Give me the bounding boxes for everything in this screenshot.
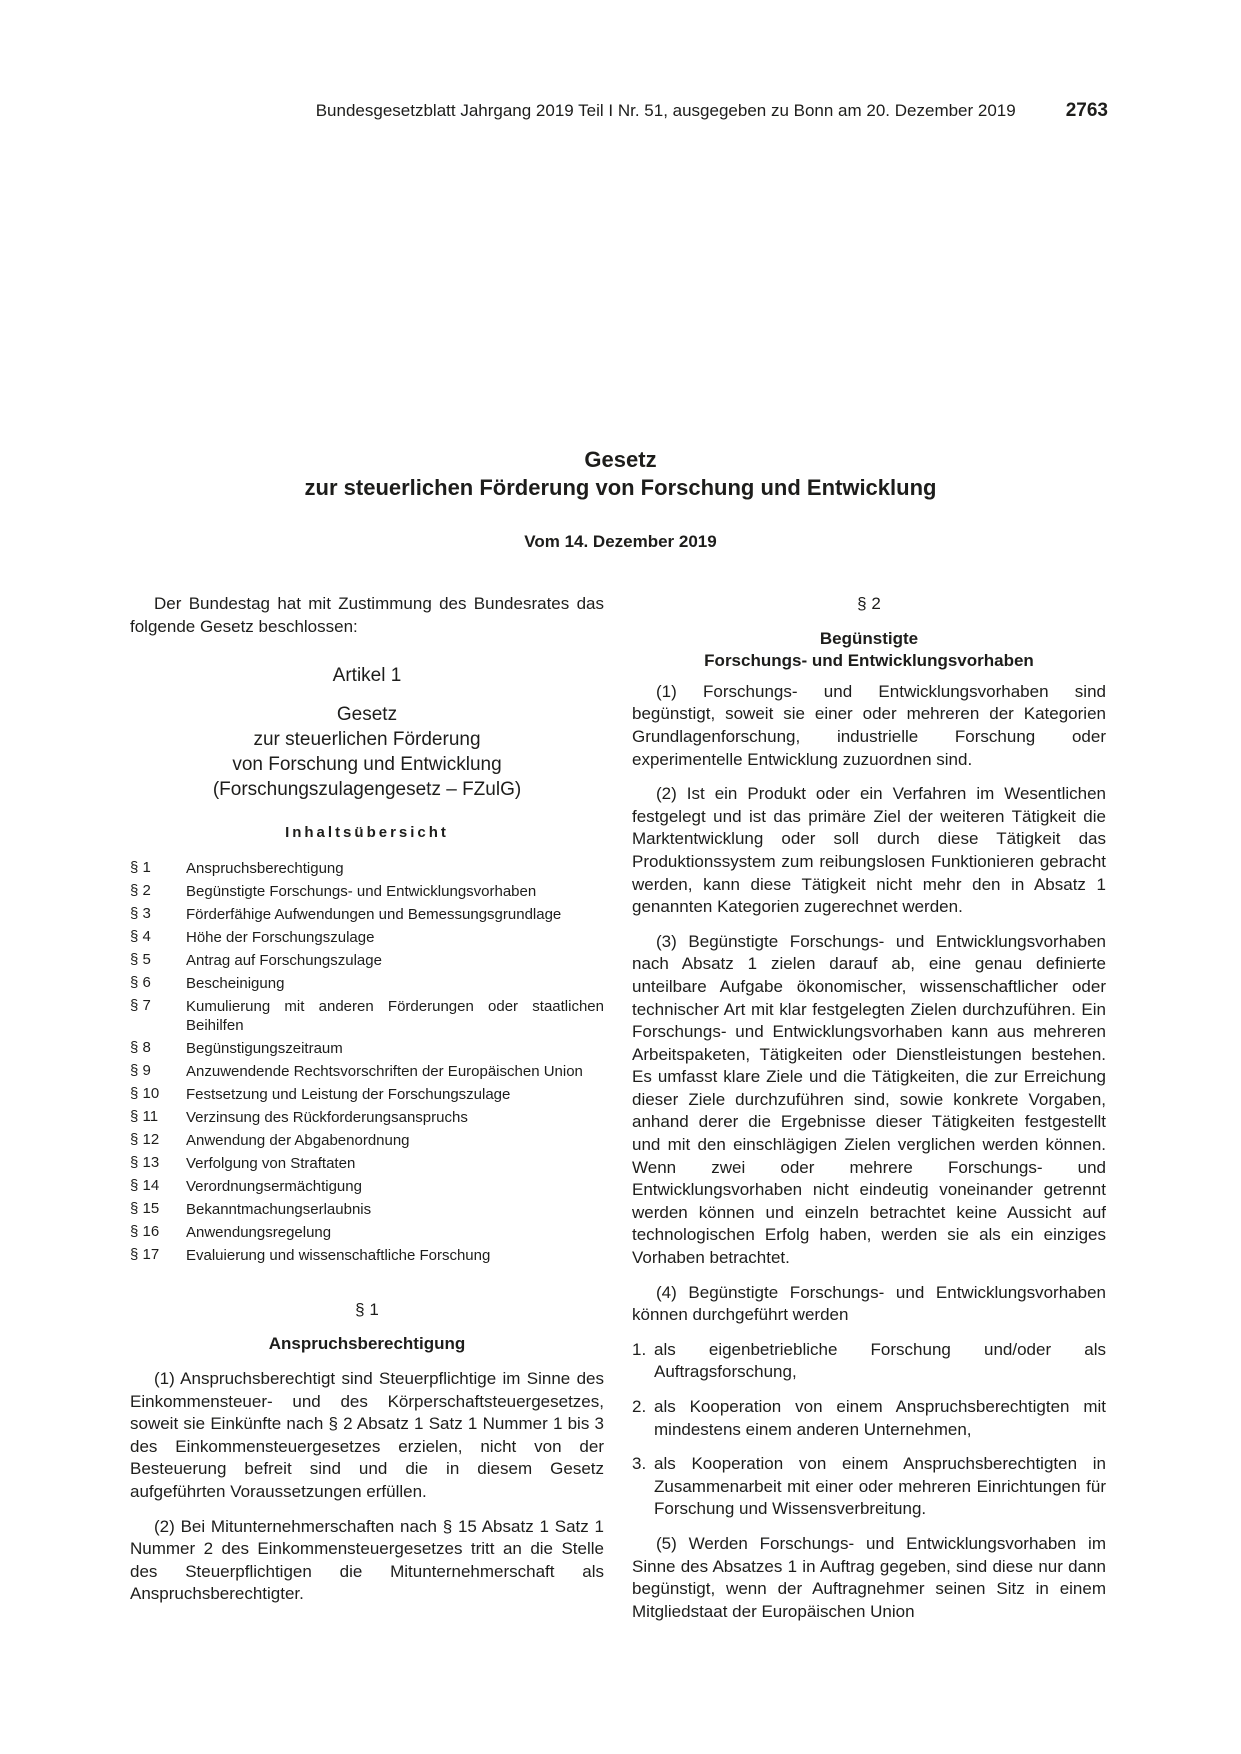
page-header xyxy=(0,100,1108,122)
gazette-header-text: Bundesgesetzblatt Jahrgang 2019 Teil I Nr. 51, ausgegeben zu Bonn am 20. Dezember 2019 xyxy=(315,101,1016,120)
toc-item-label: Höhe der Forschungszulage xyxy=(186,928,375,946)
toc-item-number: § 16 xyxy=(130,1222,160,1240)
toc-item-label: Evaluierung und wissenschaftliche Forschung xyxy=(186,1246,491,1264)
artikel-title xyxy=(130,702,604,802)
toc-item-number: § 5 xyxy=(130,950,151,968)
toc-item-number: § 11 xyxy=(130,1107,159,1125)
toc-item-number: § 13 xyxy=(130,1153,160,1171)
list-item-text: als Kooperation von einem Anspruchsberechtigten in Zusammenarbeit mit einer oder mehreren Einrichtungen für Forschung und Wissensverbreitung. xyxy=(654,1454,1106,1519)
toc-item-number: § 17 xyxy=(130,1245,160,1263)
toc-item-label: Begünstigte Forschungs- und Entwicklungsvorhaben xyxy=(186,882,537,900)
section-2-paragraph-5: (5) Werden Forschungs- und Entwicklungsvorhaben im Sinne des Absatzes 1 in Auftrag gegeben, sind diese nur dann begünstigt, wenn der Auftragnehmer seinen Sitz in einem Mitgliedstaat der Europäischen Union xyxy=(632,1533,1106,1621)
toc-item-label: Verordnungsermächtigung xyxy=(186,1177,362,1195)
section-2-paragraph-4: (4) Begünstigte Forschungs- und Entwicklungsvorhaben können durchgeführt werden xyxy=(632,1282,1106,1325)
toc-item xyxy=(130,903,604,926)
list-item-number: 3. xyxy=(632,1454,647,1474)
toc-item-number: § 12 xyxy=(130,1130,160,1148)
toc-heading: Inhaltsübersicht xyxy=(285,824,449,842)
toc-item-number: § 6 xyxy=(130,973,151,991)
list-item-text: als Kooperation von einem Anspruchsberechtigten mit mindestens einem anderen Unternehmen, xyxy=(654,1397,1106,1439)
toc-item xyxy=(130,1106,604,1129)
right-column xyxy=(632,593,1106,1623)
section-1-paragraph-1: (1) Anspruchsberechtigt sind Steuerpflichtige im Sinne des Einkommensteuer- und des Körperschaftsteuergesetzes, soweit sie Einkünfte nach § 2 Absatz 1 Satz 1 Nummer 1 bis 3 des Einkommensteuergesetzes erzielen, nicht von der Besteuerung befreit sind und die in diesem Gesetz aufgeführten Voraussetzungen erfüllen. xyxy=(130,1368,604,1501)
list-item xyxy=(632,1339,1106,1384)
section-2-number: § 2 xyxy=(857,594,881,613)
list-item-number: 1. xyxy=(632,1339,647,1359)
section-2-paragraph-1: (1) Forschungs- und Entwicklungsvorhaben sind begünstigt, soweit sie einer oder mehreren der Kategorien Grundlagenforschung, industrielle Forschung oder experimentelle Entwicklung zuzuordnen sind. xyxy=(632,681,1106,769)
law-title-block xyxy=(0,446,1241,552)
toc-item-label: Anwendungsregelung xyxy=(186,1223,332,1241)
toc-item-number: § 1 xyxy=(130,858,151,876)
toc-item-label: Antrag auf Forschungszulage xyxy=(186,951,382,969)
toc-item xyxy=(130,1244,604,1267)
list-item xyxy=(632,1396,1106,1441)
toc-item xyxy=(130,949,604,972)
law-date: Vom 14. Dezember 2019 xyxy=(524,532,717,551)
list-item xyxy=(632,1453,1106,1521)
intro-text: Der Bundestag hat mit Zustimmung des Bundesrates das folgende Gesetz beschlossen: xyxy=(130,594,604,636)
toc-item xyxy=(130,880,604,903)
toc-item-label: Verzinsung des Rückforderungsanspruchs xyxy=(186,1108,468,1126)
toc-item xyxy=(130,995,604,1037)
toc-item xyxy=(130,972,604,995)
toc-item-label: Bekanntmachungserlaubnis xyxy=(186,1200,372,1218)
toc-item-number: § 15 xyxy=(130,1199,160,1217)
list-item-number: 2. xyxy=(632,1397,647,1416)
toc-item xyxy=(130,1060,604,1083)
toc-item-number: § 3 xyxy=(130,904,151,922)
toc-item xyxy=(130,926,604,949)
artikel-title-line: zur steuerlichen Förderung xyxy=(253,729,481,751)
toc-item-label: Bescheinigung xyxy=(186,974,285,992)
toc-item-number: § 14 xyxy=(130,1176,160,1194)
law-title-line1: Gesetz xyxy=(584,447,657,472)
section-2-paragraph-3: (3) Begünstigte Forschungs- und Entwicklungsvorhaben nach Absatz 1 zielen darauf ab, eine genau definierte unteilbare Aufgabe ökonomischer, wissenschaftlicher oder technischer Art mit klar festgelegten Zielen durchzuführen. Ein Forschungs- und Entwicklungsvorhaben kann aus mehreren Arbeitspaketen, Tätigkeiten oder Dienstleistungen bestehen. Es umfasst klare Ziele und die Tätigkeiten, die zur Erreichung dieser Ziele durchzuführen sind, sowie konkrete Vorgaben, anhand derer die Ergebnisse dieser Tätigkeiten festgestellt und mit den einschlägigen Zielen verglichen werden können. Wenn zwei oder mehrere Forschungs- und Entwicklungsvorhaben nicht eindeutig voneinander getrennt werden können und einzeln betrachtet keine Aussicht auf technologischen Erfolg haben, werden sie als ein einziges Vorhaben betrachtet. xyxy=(632,931,1106,1268)
toc-item-label: Verfolgung von Straftaten xyxy=(186,1154,356,1172)
section-1-title: Anspruchsberechtigung xyxy=(268,1334,466,1354)
toc-item-label: Förderfähige Aufwendungen und Bemessungsgrundlage xyxy=(186,905,562,923)
artikel-title-line: Gesetz xyxy=(336,704,398,726)
toc-item-label: Begünstigungszeitraum xyxy=(186,1039,343,1057)
artikel-label: Artikel 1 xyxy=(332,665,402,687)
law-title-line2: zur steuerlichen Förderung von Forschung und Entwicklung xyxy=(304,475,937,500)
left-column xyxy=(130,593,604,1606)
artikel-title-line: von Forschung und Entwicklung xyxy=(232,754,502,776)
toc-item-number: § 9 xyxy=(130,1061,151,1079)
toc-item xyxy=(130,1152,604,1175)
toc-item xyxy=(130,1129,604,1152)
toc-item xyxy=(130,1175,604,1198)
section-2-title-line2: Forschungs- und Entwicklungsvorhaben xyxy=(704,651,1034,671)
toc-item-number: § 4 xyxy=(130,927,151,945)
toc-item-number: § 7 xyxy=(130,996,151,1014)
toc-item xyxy=(130,857,604,880)
page-number: 2763 xyxy=(1065,100,1108,121)
toc-item-number: § 8 xyxy=(130,1038,151,1056)
section-1-number: § 1 xyxy=(355,1299,379,1319)
section-2-title-line1: Begünstigte xyxy=(819,628,919,648)
table-of-contents xyxy=(130,857,604,1267)
toc-item xyxy=(130,1083,604,1106)
list-item-text: als eigenbetriebliche Forschung und/oder als Auftragsforschung, xyxy=(654,1339,1106,1382)
section-2-paragraph-2: (2) Ist ein Produkt oder ein Verfahren im Wesentlichen festgelegt und ist das primäre Ziel der weiteren Tätigkeit die Marktentwicklung oder soll durch diese Tätigkeit das Produktionssystem zum reibungslosen Funktionieren gebracht werden, kann diese Tätigkeit nicht mehr den in Absatz 1 genannten Kategorien zugerechnet werden. xyxy=(632,784,1106,917)
artikel-title-line: (Forschungszulagengesetz – FZulG) xyxy=(212,779,522,801)
toc-item-label: Kumulierung mit anderen Förderungen oder staatlichen Beihilfen xyxy=(186,997,604,1034)
toc-item xyxy=(130,1037,604,1060)
toc-item-label: Anspruchsberechtigung xyxy=(186,859,344,877)
toc-item-label: Anzuwendende Rechtsvorschriften der Europäischen Union xyxy=(186,1062,583,1080)
toc-item-label: Festsetzung und Leistung der Forschungszulage xyxy=(186,1085,511,1103)
toc-item xyxy=(130,1221,604,1244)
toc-item-number: § 10 xyxy=(130,1084,160,1102)
toc-item-label: Anwendung der Abgabenordnung xyxy=(186,1131,410,1149)
section-1-paragraph-2: (2) Bei Mitunternehmerschaften nach § 15 Absatz 1 Satz 1 Nummer 2 des Einkommensteuergesetzes tritt an die Stelle des Steuerpflichtigen die Mitunternehmerschaft als Anspruchsberechtigter. xyxy=(130,1516,604,1604)
toc-item xyxy=(130,1198,604,1221)
toc-item-number: § 2 xyxy=(130,881,151,899)
